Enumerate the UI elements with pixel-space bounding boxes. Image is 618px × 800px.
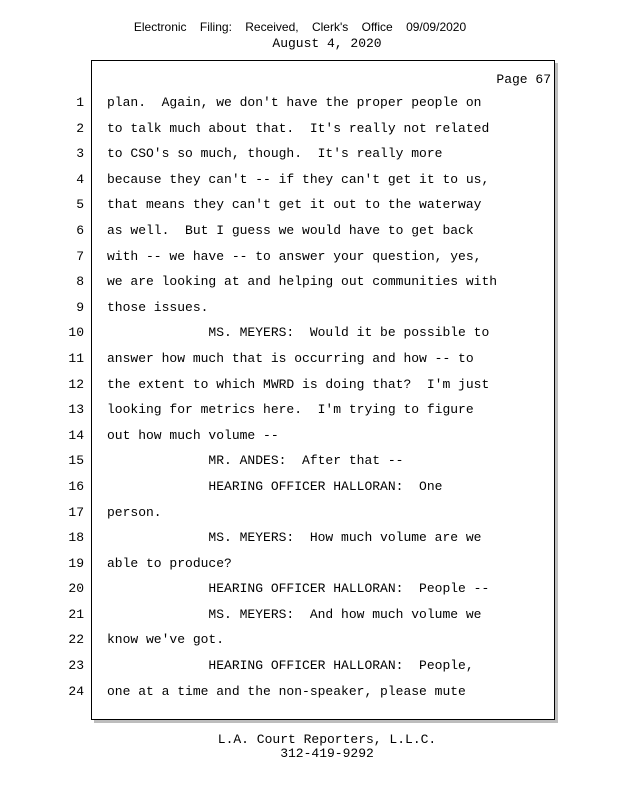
line-number: 13 xyxy=(68,402,84,418)
line-number: 14 xyxy=(68,427,84,443)
filing-stamp-filing: Filing: xyxy=(199,20,232,34)
hearing-date: August 4, 2020 xyxy=(272,36,382,51)
line-number: 3 xyxy=(76,146,84,162)
line-number: 12 xyxy=(68,376,84,392)
transcript-line: person. xyxy=(107,504,162,520)
transcript-line: as well. But I guess we would have to get back xyxy=(107,222,474,238)
line-number: 16 xyxy=(68,478,84,494)
filing-stamp xyxy=(0,20,600,34)
transcript-line: plan. Again, we don't have the proper people on xyxy=(107,95,482,110)
line-number-column xyxy=(0,94,84,708)
line-number: 2 xyxy=(76,120,84,136)
transcript-line: to CSO's so much, though. It's really more xyxy=(107,146,443,162)
line-number: 6 xyxy=(76,222,84,238)
transcript-line: HEARING OFFICER HALLORAN: People, xyxy=(107,658,474,674)
transcript-line: out how much volume -- xyxy=(107,427,279,443)
line-number: 15 xyxy=(68,453,84,469)
line-number: 5 xyxy=(76,197,84,213)
line-number: 17 xyxy=(68,504,84,520)
filing-stamp-received: Received, xyxy=(245,20,299,34)
reporter-phone: 312-419-9292 xyxy=(280,746,374,761)
transcript-line: we are looking at and helping out communities with xyxy=(107,274,498,290)
line-number: 18 xyxy=(68,530,84,546)
transcript-line: MS. MEYERS: How much volume are we xyxy=(107,530,482,546)
line-number: 1 xyxy=(76,95,84,110)
transcript-line: MS. MEYERS: And how much volume we xyxy=(107,606,482,622)
transcript-line: answer how much that is occurring and how -- to xyxy=(107,350,474,366)
line-number: 23 xyxy=(68,658,84,674)
filing-stamp-office: Office xyxy=(361,20,393,34)
line-number: 22 xyxy=(68,632,84,648)
filing-stamp-clerks: Clerk's xyxy=(311,20,349,34)
transcript-line: to talk much about that. It's really not related xyxy=(107,120,490,136)
transcript-line: able to produce? xyxy=(107,555,232,571)
transcript-line: with -- we have -- to answer your question, yes, xyxy=(107,248,482,264)
transcript-text xyxy=(107,94,547,708)
line-number: 9 xyxy=(76,299,84,315)
transcript-line: know we've got. xyxy=(107,632,225,648)
transcript-line: those issues. xyxy=(107,299,209,315)
line-number: 10 xyxy=(68,325,84,341)
transcript-line: that means they can't get it out to the waterway xyxy=(107,197,482,213)
line-number: 21 xyxy=(68,606,84,622)
reporter-company: L.A. Court Reporters, L.L.C. xyxy=(217,732,437,747)
transcript-line: HEARING OFFICER HALLORAN: People -- xyxy=(107,581,490,597)
line-number: 4 xyxy=(76,171,84,187)
transcript-line: MS. MEYERS: Would it be possible to xyxy=(107,325,490,341)
transcript-line: because they can't -- if they can't get it to us, xyxy=(107,171,490,187)
transcript-line: HEARING OFFICER HALLORAN: One xyxy=(107,478,443,494)
transcript-line: MR. ANDES: After that -- xyxy=(107,453,404,469)
transcript-line: the extent to which MWRD is doing that? I'm just xyxy=(107,376,490,392)
line-number: 8 xyxy=(76,274,84,290)
filing-stamp-electronic: Electronic xyxy=(133,20,187,34)
line-number: 20 xyxy=(68,581,84,597)
line-number: 24 xyxy=(68,683,84,699)
line-number: 19 xyxy=(68,555,84,571)
filing-stamp-date: 09/09/2020 xyxy=(406,20,467,34)
line-number: 7 xyxy=(76,248,84,264)
page-number: Page 67 xyxy=(496,72,551,87)
footer xyxy=(0,733,618,761)
transcript-line: one at a time and the non-speaker, please mute xyxy=(107,683,466,699)
line-number: 11 xyxy=(68,350,84,366)
transcript-line: looking for metrics here. I'm trying to figure xyxy=(107,402,474,418)
